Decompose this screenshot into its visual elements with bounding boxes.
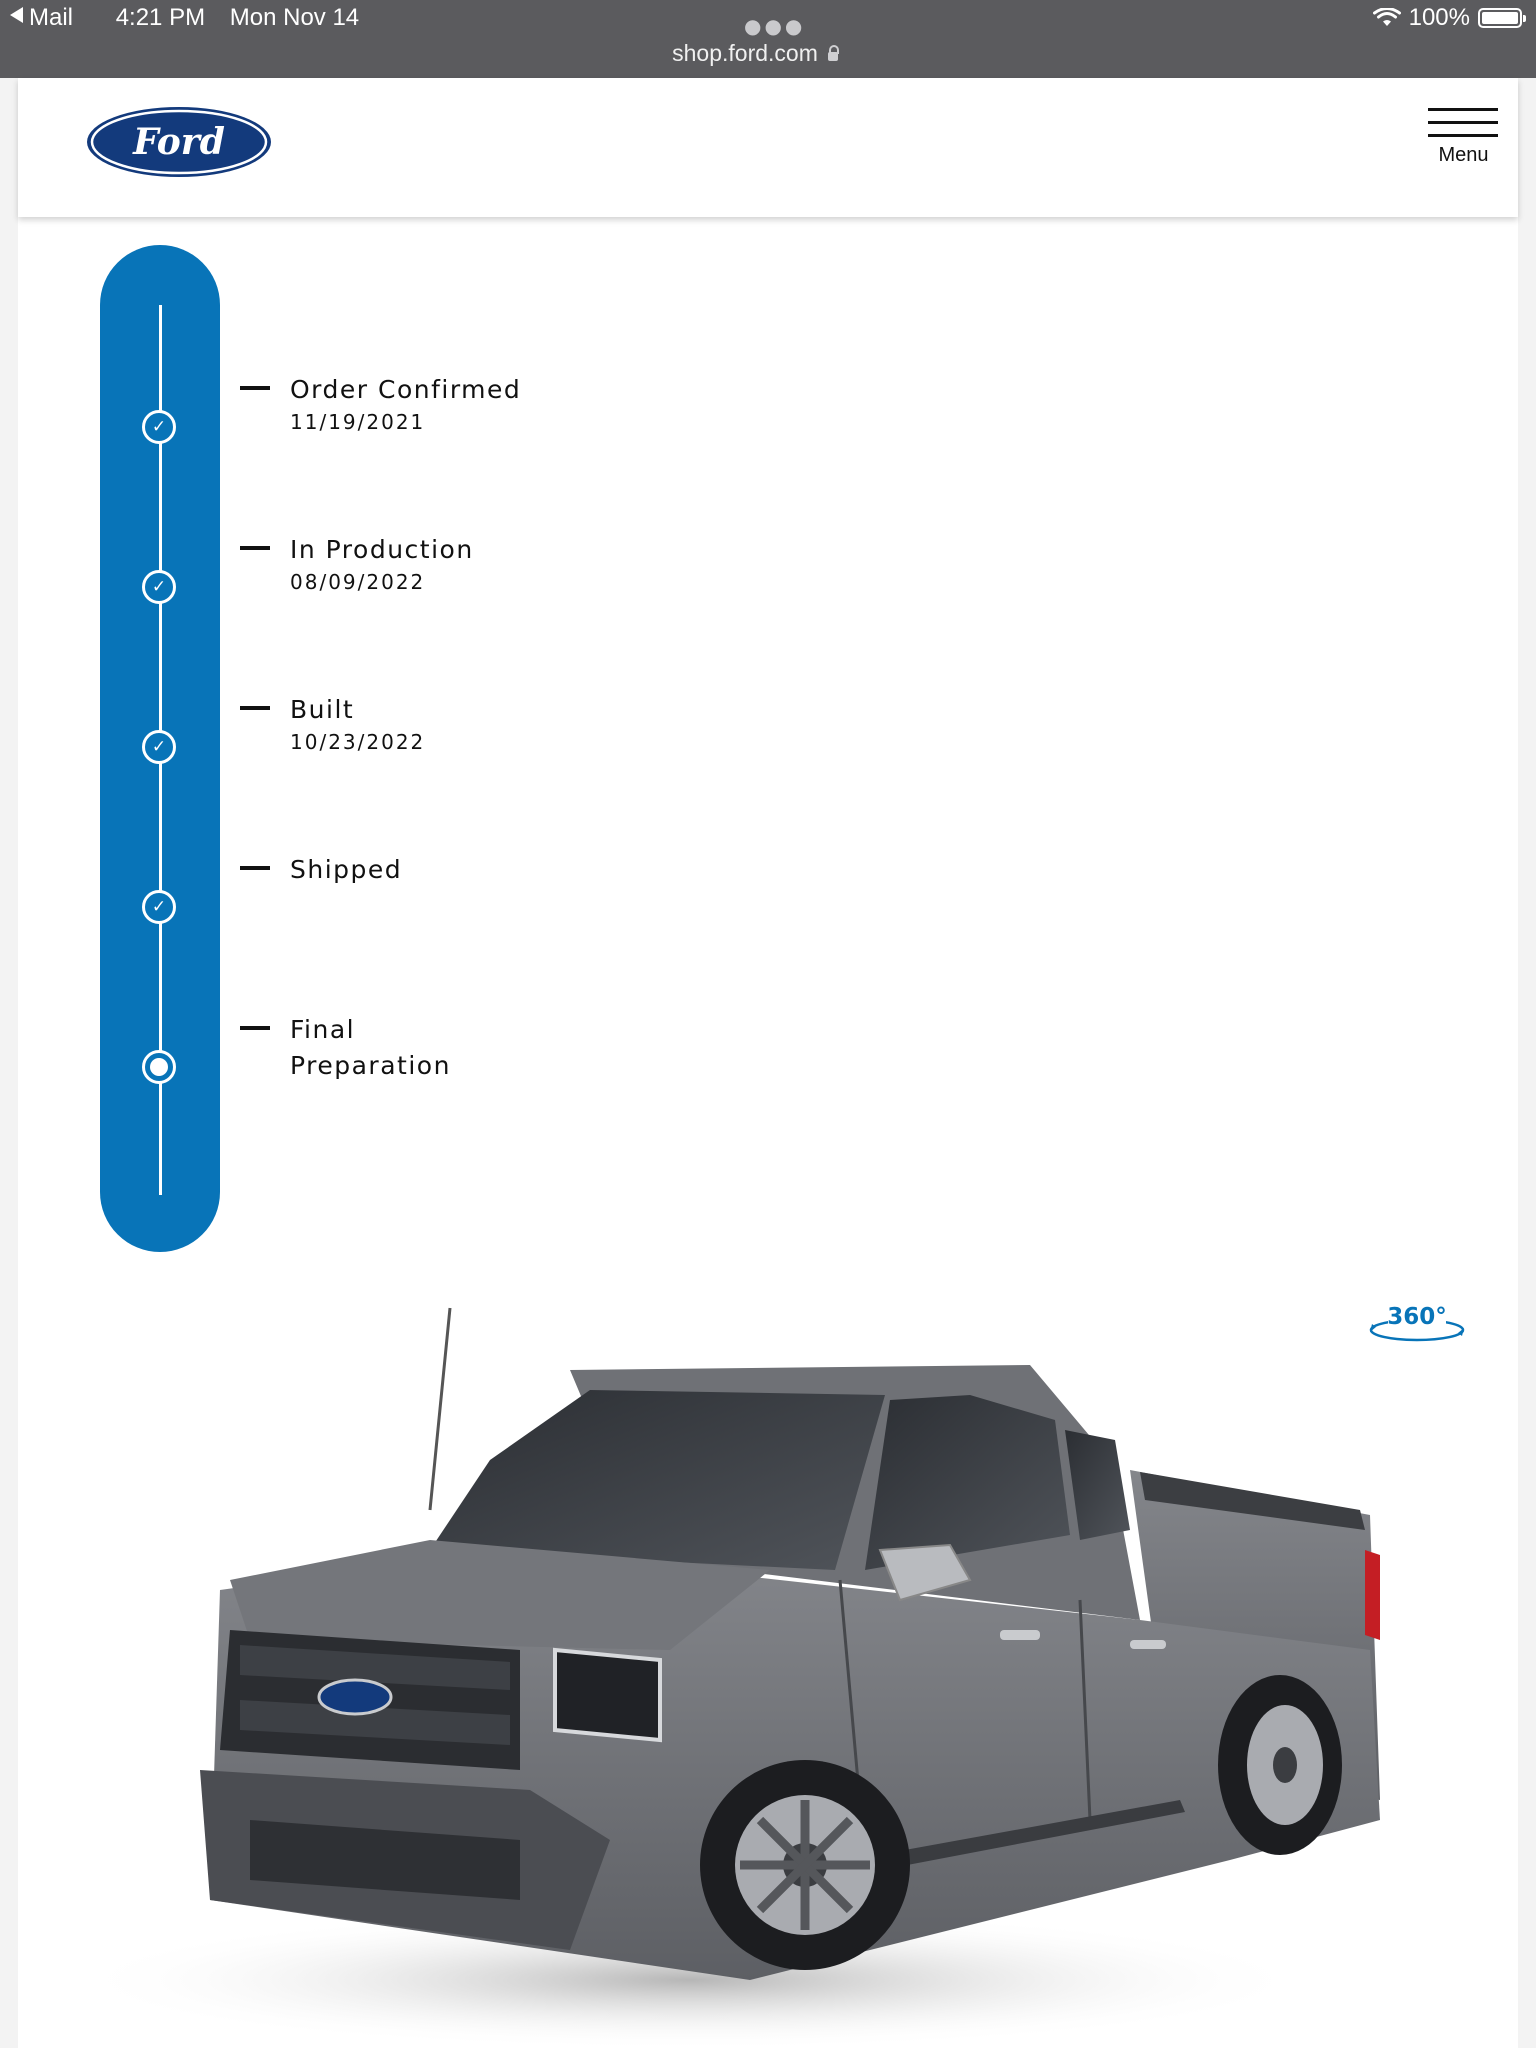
step-dash xyxy=(240,1026,270,1030)
step-check-icon: ✓ xyxy=(142,890,176,924)
vehicle-truck-image xyxy=(50,1300,1486,2048)
step-dash xyxy=(240,546,270,550)
menu-label: Menu xyxy=(1438,144,1489,166)
step-date: 10/23/2022 xyxy=(290,730,426,754)
view-360-button[interactable] xyxy=(1366,1300,1468,1350)
url-text: shop.ford.com xyxy=(672,40,818,66)
page-gutter-right xyxy=(1518,78,1536,2048)
step-label: Built xyxy=(290,695,355,724)
step-dash xyxy=(240,866,270,870)
more-dots-icon[interactable]: ●●● xyxy=(744,14,806,38)
view-360-label: 360° xyxy=(1387,1304,1447,1330)
battery-percent: 100% xyxy=(1408,4,1470,31)
order-progress-bar xyxy=(100,245,220,1252)
address-bar[interactable] xyxy=(0,40,1510,67)
browser-status-bar xyxy=(0,0,1536,78)
back-arrow-icon xyxy=(10,7,23,23)
step-check-icon: ✓ xyxy=(142,570,176,604)
status-right xyxy=(1373,4,1522,32)
status-date: Mon Nov 14 xyxy=(229,4,360,31)
step-label-line1: Final xyxy=(290,1015,356,1044)
menu-button[interactable] xyxy=(1416,108,1516,188)
step-label-line2: Preparation xyxy=(290,1051,451,1080)
page-gutter-left xyxy=(0,78,18,2048)
back-app-label: Mail xyxy=(29,4,74,31)
step-date: 11/19/2021 xyxy=(290,410,426,434)
wifi-icon xyxy=(1373,8,1401,28)
site-header xyxy=(18,78,1518,217)
ford-logo-text: Ford xyxy=(133,121,225,163)
step-current-icon xyxy=(142,1050,176,1084)
status-time: 4:21 PM xyxy=(115,4,206,31)
step-label: Order Confirmed xyxy=(290,375,522,404)
step-date: 08/09/2022 xyxy=(290,570,426,594)
vehicle-image-area[interactable] xyxy=(50,1300,1486,2048)
hamburger-line-icon xyxy=(1428,134,1498,137)
step-label: In Production xyxy=(290,535,474,564)
lock-icon xyxy=(828,52,838,61)
step-check-icon: ✓ xyxy=(142,730,176,764)
step-check-icon: ✓ xyxy=(142,410,176,444)
step-dash xyxy=(240,386,270,390)
ford-logo[interactable] xyxy=(86,106,272,178)
rotate-360-icon xyxy=(1366,1300,1468,1350)
battery-icon xyxy=(1478,8,1522,28)
hamburger-line-icon xyxy=(1428,121,1498,124)
step-label: Shipped xyxy=(290,855,403,884)
status-left xyxy=(10,4,377,32)
hamburger-line-icon xyxy=(1428,108,1498,111)
step-dash xyxy=(240,706,270,710)
back-to-mail-link[interactable] xyxy=(10,4,91,31)
